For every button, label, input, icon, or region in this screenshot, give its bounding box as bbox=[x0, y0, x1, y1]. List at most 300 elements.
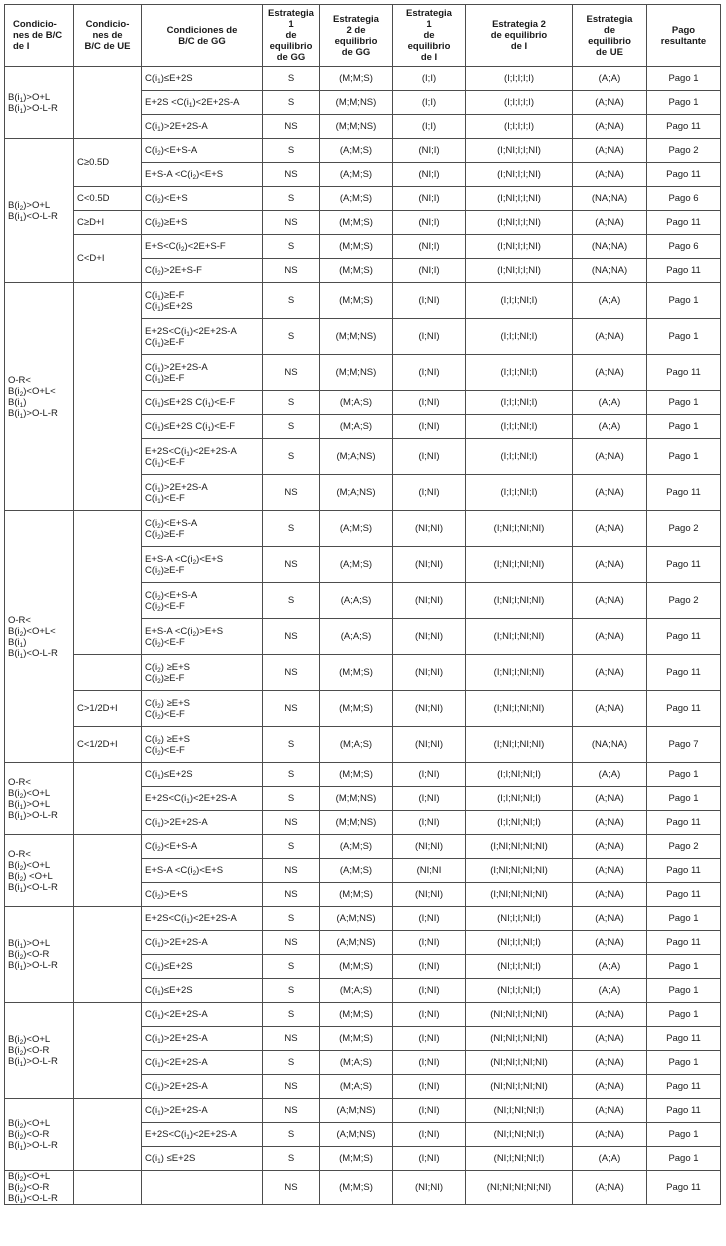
ue-condition-cell: C<0.5D bbox=[74, 187, 142, 211]
gg-strategy-1-cell: S bbox=[263, 835, 320, 859]
i-strategy-1-cell: (NI;NI bbox=[393, 859, 466, 883]
gg-strategy-1-cell: S bbox=[263, 439, 320, 475]
gg-strategy-1-cell: S bbox=[263, 187, 320, 211]
i-strategy-1-cell: (NI;NI) bbox=[393, 691, 466, 727]
payoff-cell: Pago 11 bbox=[647, 163, 721, 187]
ue-strategy-cell: (A;NA) bbox=[573, 139, 647, 163]
i-strategy-2-cell: (I;I;NI;NI;I) bbox=[466, 811, 573, 835]
i-strategy-1-cell: (NI;NI) bbox=[393, 619, 466, 655]
gg-strategy-2-cell: (A;M;S) bbox=[320, 547, 393, 583]
gg-condition-cell bbox=[142, 1171, 263, 1205]
i-strategy-2-cell: (I;I;I;NI;I) bbox=[466, 475, 573, 511]
payoff-cell: Pago 7 bbox=[647, 727, 721, 763]
header-cell: Condicio- nes de B/C de UE bbox=[74, 5, 142, 67]
gg-condition-cell: $C(i_2)\ge E+S$ bbox=[142, 211, 263, 235]
payoff-cell: Pago 11 bbox=[647, 811, 721, 835]
i-strategy-2-cell: (I;NI;I;NI;NI) bbox=[466, 619, 573, 655]
ue-strategy-cell: (A;A) bbox=[573, 1147, 647, 1171]
i-strategy-1-cell: (I;NI) bbox=[393, 415, 466, 439]
gg-strategy-1-cell: S bbox=[263, 1003, 320, 1027]
i-strategy-2-cell: (NI;I;NI;NI;I) bbox=[466, 1099, 573, 1123]
i-strategy-2-cell: (NI;NI;I;NI;NI) bbox=[466, 1051, 573, 1075]
i-strategy-1-cell: (I;NI) bbox=[393, 763, 466, 787]
ue-strategy-cell: (A;NA) bbox=[573, 787, 647, 811]
gg-condition-cell: $C(i_1)>2E+2S-A$ bbox=[142, 1099, 263, 1123]
i-strategy-1-cell: (NI;NI) bbox=[393, 835, 466, 859]
i-strategy-2-cell: (I;I;I;I;I) bbox=[466, 115, 573, 139]
i-strategy-1-cell: (I;NI) bbox=[393, 1123, 466, 1147]
i-strategy-2-cell: (I;I;I;NI;I) bbox=[466, 319, 573, 355]
i-strategy-1-cell: (I;NI) bbox=[393, 475, 466, 511]
ue-strategy-cell: (NA;NA) bbox=[573, 727, 647, 763]
header-cell: Pago resultante bbox=[647, 5, 721, 67]
gg-strategy-1-cell: NS bbox=[263, 811, 320, 835]
gg-strategy-2-cell: (A;M;S) bbox=[320, 139, 393, 163]
gg-strategy-1-cell: S bbox=[263, 583, 320, 619]
gg-condition-cell: $C(i_1)\le E+2S$ $C(i_1)<E-F$ bbox=[142, 391, 263, 415]
gg-strategy-2-cell: (A;M;S) bbox=[320, 835, 393, 859]
gg-condition-cell: $C(i_1)>2E+2S-A$ bbox=[142, 811, 263, 835]
i-strategy-2-cell: (I;I;I;NI;I) bbox=[466, 439, 573, 475]
ue-strategy-cell: (A;NA) bbox=[573, 859, 647, 883]
i-condition-cell: $B(i_1)>O+L$ $B(i_2)<O-R$ $B(i_1)>O-L-R$ bbox=[5, 907, 74, 1003]
payoff-cell: Pago 1 bbox=[647, 319, 721, 355]
i-strategy-2-cell: (I;NI;I;NI;NI) bbox=[466, 511, 573, 547]
ue-strategy-cell: (A;NA) bbox=[573, 1051, 647, 1075]
payoff-cell: Pago 11 bbox=[647, 547, 721, 583]
gg-condition-cell: $C(i_1)\le E+2S$ bbox=[142, 979, 263, 1003]
gg-strategy-1-cell: S bbox=[263, 319, 320, 355]
gg-condition-cell: $C(i_1)\le E+2S$ bbox=[142, 763, 263, 787]
i-condition-cell: O-R< $B(i_2)<O+L$ $B(i_1)>O+L$ $B(i_1)>O-L-R$ bbox=[5, 763, 74, 835]
i-strategy-1-cell: (I;NI) bbox=[393, 1003, 466, 1027]
ue-strategy-cell: (A;A) bbox=[573, 415, 647, 439]
i-strategy-1-cell: (I;NI) bbox=[393, 391, 466, 415]
ue-strategy-cell: (A;NA) bbox=[573, 655, 647, 691]
payoff-cell: Pago 11 bbox=[647, 619, 721, 655]
payoff-cell: Pago 1 bbox=[647, 439, 721, 475]
gg-strategy-1-cell: S bbox=[263, 235, 320, 259]
ue-strategy-cell: (A;A) bbox=[573, 979, 647, 1003]
payoff-cell: Pago 2 bbox=[647, 583, 721, 619]
gg-condition-cell: $C(i_2) \ge E+S$ $C(i_2)\ge E-F$ bbox=[142, 655, 263, 691]
gg-condition-cell: $C(i_1)<2E+2S-A$ bbox=[142, 1003, 263, 1027]
gg-strategy-2-cell: (A;M;S) bbox=[320, 187, 393, 211]
table-row bbox=[5, 835, 721, 859]
gg-condition-cell: $C(i_1)>2E+2S-A$ bbox=[142, 1027, 263, 1051]
payoff-cell: Pago 2 bbox=[647, 511, 721, 547]
gg-strategy-2-cell: (M;M;S) bbox=[320, 1027, 393, 1051]
gg-strategy-1-cell: S bbox=[263, 139, 320, 163]
gg-strategy-2-cell: (M;M;NS) bbox=[320, 811, 393, 835]
ue-strategy-cell: (A;NA) bbox=[573, 1123, 647, 1147]
ue-condition-cell bbox=[74, 1003, 142, 1099]
ue-condition-cell bbox=[74, 67, 142, 139]
i-strategy-1-cell: (I;NI) bbox=[393, 319, 466, 355]
equilibrium-table bbox=[4, 4, 721, 1205]
gg-condition-cell: $E+2S <C(i_1)<2E+2S-A$ bbox=[142, 91, 263, 115]
table-row bbox=[5, 211, 721, 235]
payoff-cell: Pago 11 bbox=[647, 883, 721, 907]
gg-strategy-1-cell: S bbox=[263, 763, 320, 787]
gg-strategy-2-cell: (M;M;S) bbox=[320, 655, 393, 691]
payoff-cell: Pago 1 bbox=[647, 1123, 721, 1147]
i-strategy-1-cell: (I;NI) bbox=[393, 931, 466, 955]
gg-strategy-2-cell: (A;M;S) bbox=[320, 859, 393, 883]
gg-strategy-1-cell: NS bbox=[263, 655, 320, 691]
i-strategy-2-cell: (I;NI;I;NI;NI) bbox=[466, 655, 573, 691]
payoff-cell: Pago 11 bbox=[647, 475, 721, 511]
i-strategy-2-cell: (NI;NI;I;NI;NI) bbox=[466, 1075, 573, 1099]
gg-condition-cell: $C(i_2)>E+S$ bbox=[142, 883, 263, 907]
payoff-cell: Pago 11 bbox=[647, 355, 721, 391]
ue-strategy-cell: (A;NA) bbox=[573, 619, 647, 655]
payoff-cell: Pago 11 bbox=[647, 211, 721, 235]
gg-condition-cell: $C(i_2)<E+S-A$ bbox=[142, 835, 263, 859]
gg-strategy-1-cell: S bbox=[263, 787, 320, 811]
gg-condition-cell: $E+2S<C(i_1)<2E+2S-A$ bbox=[142, 907, 263, 931]
gg-condition-cell: $E+2S<C(i_1)<2E+2S-A$ $C(i_1)\ge E-F$ bbox=[142, 319, 263, 355]
ue-strategy-cell: (A;NA) bbox=[573, 319, 647, 355]
table-body bbox=[5, 67, 721, 1205]
gg-strategy-1-cell: NS bbox=[263, 355, 320, 391]
gg-condition-cell: $C(i_1)>2E+2S-A$ $C(i_1)\ge E-F$ bbox=[142, 355, 263, 391]
ue-strategy-cell: (NA;NA) bbox=[573, 259, 647, 283]
payoff-cell: Pago 11 bbox=[647, 1099, 721, 1123]
ue-condition-cell bbox=[74, 283, 142, 511]
table-row bbox=[5, 907, 721, 931]
payoff-cell: Pago 1 bbox=[647, 91, 721, 115]
gg-strategy-2-cell: (A;M;NS) bbox=[320, 907, 393, 931]
ue-strategy-cell: (A;NA) bbox=[573, 1075, 647, 1099]
i-strategy-2-cell: (I;NI;I;NI;NI) bbox=[466, 547, 573, 583]
i-condition-cell: O-R< $B(i_2)<O+L$ $B(i_2) <O+L$ $B(i_1)<O-L-R$ bbox=[5, 835, 74, 907]
i-strategy-2-cell: (I;NI;NI;NI;NI) bbox=[466, 835, 573, 859]
gg-condition-cell: $C(i_1)>2E+2S-A$ bbox=[142, 931, 263, 955]
gg-strategy-2-cell: (A;M;NS) bbox=[320, 1099, 393, 1123]
gg-strategy-2-cell: (A;A;S) bbox=[320, 583, 393, 619]
gg-strategy-1-cell: S bbox=[263, 1147, 320, 1171]
table-row bbox=[5, 727, 721, 763]
gg-strategy-2-cell: (M;A;NS) bbox=[320, 475, 393, 511]
gg-strategy-1-cell: NS bbox=[263, 211, 320, 235]
i-strategy-1-cell: (NI;NI) bbox=[393, 583, 466, 619]
gg-strategy-1-cell: S bbox=[263, 283, 320, 319]
gg-condition-cell: $C(i_1)<2E+2S-A$ bbox=[142, 1051, 263, 1075]
ue-condition-cell bbox=[74, 655, 142, 691]
i-strategy-2-cell: (NI;I;NI;NI;I) bbox=[466, 1147, 573, 1171]
ue-strategy-cell: (A;NA) bbox=[573, 691, 647, 727]
i-strategy-2-cell: (I;I;I;NI;I) bbox=[466, 283, 573, 319]
i-condition-cell: O-R< $B(i_2)<O+L<$ $B(i_1)$ $B(i_1)<O-L-R$ bbox=[5, 511, 74, 763]
i-strategy-1-cell: (NI;NI) bbox=[393, 883, 466, 907]
i-strategy-2-cell: (I;NI;NI;NI;NI) bbox=[466, 859, 573, 883]
i-strategy-1-cell: (I;NI) bbox=[393, 907, 466, 931]
gg-strategy-1-cell: S bbox=[263, 955, 320, 979]
table-row bbox=[5, 139, 721, 163]
gg-strategy-1-cell: S bbox=[263, 1123, 320, 1147]
i-strategy-1-cell: (I;NI) bbox=[393, 979, 466, 1003]
i-strategy-2-cell: (I;I;I;I;I) bbox=[466, 67, 573, 91]
table-row bbox=[5, 235, 721, 259]
gg-strategy-1-cell: NS bbox=[263, 475, 320, 511]
gg-strategy-2-cell: (M;M;S) bbox=[320, 1003, 393, 1027]
gg-strategy-2-cell: (M;M;NS) bbox=[320, 319, 393, 355]
ue-strategy-cell: (A;NA) bbox=[573, 883, 647, 907]
gg-condition-cell: $E+S<C(i_2)<2E+S-F$ bbox=[142, 235, 263, 259]
payoff-cell: Pago 11 bbox=[647, 655, 721, 691]
header-cell: Condicio- nes de B/C de I bbox=[5, 5, 74, 67]
gg-strategy-2-cell: (A;A;S) bbox=[320, 619, 393, 655]
i-strategy-1-cell: (I;NI) bbox=[393, 355, 466, 391]
gg-condition-cell: $C(i_2)>2E+S-F$ bbox=[142, 259, 263, 283]
gg-strategy-2-cell: (A;M;NS) bbox=[320, 931, 393, 955]
i-strategy-2-cell: (I;I;I;I;I) bbox=[466, 91, 573, 115]
i-strategy-1-cell: (NI;I) bbox=[393, 163, 466, 187]
ue-strategy-cell: (A;A) bbox=[573, 955, 647, 979]
i-strategy-2-cell: (NI;I;NI;NI;I) bbox=[466, 1123, 573, 1147]
ue-strategy-cell: (A;NA) bbox=[573, 583, 647, 619]
gg-strategy-1-cell: S bbox=[263, 511, 320, 547]
ue-condition-cell: C≥D+I bbox=[74, 211, 142, 235]
i-strategy-1-cell: (I;NI) bbox=[393, 1051, 466, 1075]
page bbox=[4, 4, 721, 1205]
gg-condition-cell: $E+2S<C(i_1)<2E+2S-A$ bbox=[142, 1123, 263, 1147]
gg-strategy-1-cell: S bbox=[263, 415, 320, 439]
ue-strategy-cell: (A;NA) bbox=[573, 811, 647, 835]
ue-condition-cell: C<D+I bbox=[74, 235, 142, 283]
gg-strategy-1-cell: S bbox=[263, 67, 320, 91]
payoff-cell: Pago 2 bbox=[647, 835, 721, 859]
ue-strategy-cell: (A;NA) bbox=[573, 511, 647, 547]
header-cell: Estrategia de equilibrio de UE bbox=[573, 5, 647, 67]
payoff-cell: Pago 6 bbox=[647, 235, 721, 259]
gg-strategy-2-cell: (M;A;S) bbox=[320, 1051, 393, 1075]
gg-condition-cell: $C(i_1)\ge E-F$ $C(i_1)\le E+2S$ bbox=[142, 283, 263, 319]
gg-strategy-1-cell: NS bbox=[263, 619, 320, 655]
i-strategy-1-cell: (NI;NI) bbox=[393, 727, 466, 763]
gg-strategy-1-cell: S bbox=[263, 979, 320, 1003]
i-strategy-1-cell: (I;I) bbox=[393, 67, 466, 91]
gg-strategy-1-cell: NS bbox=[263, 931, 320, 955]
payoff-cell: Pago 1 bbox=[647, 67, 721, 91]
table-row bbox=[5, 655, 721, 691]
header-cell: Estrategia 1 de equilibrio de GG bbox=[263, 5, 320, 67]
i-strategy-1-cell: (I;NI) bbox=[393, 1147, 466, 1171]
ue-strategy-cell: (A;NA) bbox=[573, 163, 647, 187]
gg-condition-cell: $C(i_1)\le E+2S$ $C(i_1)<E-F$ bbox=[142, 415, 263, 439]
gg-condition-cell: $E+2S<C(i_1)<2E+2S-A$ $C(i_1)<E-F$ bbox=[142, 439, 263, 475]
ue-strategy-cell: (A;NA) bbox=[573, 475, 647, 511]
i-strategy-1-cell: (NI;I) bbox=[393, 139, 466, 163]
i-strategy-1-cell: (I;NI) bbox=[393, 955, 466, 979]
i-strategy-2-cell: (I;NI;I;NI;NI) bbox=[466, 691, 573, 727]
i-strategy-1-cell: (NI;NI) bbox=[393, 547, 466, 583]
gg-strategy-2-cell: (M;M;NS) bbox=[320, 115, 393, 139]
ue-strategy-cell: (NA;NA) bbox=[573, 187, 647, 211]
gg-strategy-2-cell: (M;M;S) bbox=[320, 883, 393, 907]
ue-condition-cell: C>1/2D+I bbox=[74, 691, 142, 727]
i-condition-cell: $B(i_2)<O+L$ $B(i_2)<O-R$ $B(i_1)>O-L-R$ bbox=[5, 1099, 74, 1171]
table-row bbox=[5, 691, 721, 727]
header-cell: Condiciones de B/C de GG bbox=[142, 5, 263, 67]
gg-strategy-1-cell: S bbox=[263, 1051, 320, 1075]
payoff-cell: Pago 11 bbox=[647, 1027, 721, 1051]
gg-strategy-1-cell: NS bbox=[263, 115, 320, 139]
gg-strategy-2-cell: (A;M;S) bbox=[320, 511, 393, 547]
i-strategy-1-cell: (I;I) bbox=[393, 91, 466, 115]
i-strategy-1-cell: (NI;I) bbox=[393, 187, 466, 211]
i-strategy-2-cell: (I;I;I;NI;I) bbox=[466, 415, 573, 439]
gg-strategy-2-cell: (M;A;NS) bbox=[320, 439, 393, 475]
payoff-cell: Pago 6 bbox=[647, 187, 721, 211]
ue-strategy-cell: (A;NA) bbox=[573, 835, 647, 859]
payoff-cell: Pago 1 bbox=[647, 979, 721, 1003]
i-strategy-2-cell: (I;NI;NI;NI;NI) bbox=[466, 883, 573, 907]
gg-strategy-2-cell: (M;M;S) bbox=[320, 763, 393, 787]
payoff-cell: Pago 1 bbox=[647, 1147, 721, 1171]
gg-condition-cell: $C(i_2)<E+S-A$ $C(i_2)\ge E-F$ bbox=[142, 511, 263, 547]
gg-condition-cell: $C(i_1)\le E+2S$ bbox=[142, 955, 263, 979]
ue-strategy-cell: (A;NA) bbox=[573, 907, 647, 931]
ue-strategy-cell: (A;NA) bbox=[573, 1003, 647, 1027]
gg-strategy-1-cell: NS bbox=[263, 1171, 320, 1205]
gg-strategy-2-cell: (M;A;S) bbox=[320, 415, 393, 439]
i-strategy-1-cell: (NI;I) bbox=[393, 259, 466, 283]
payoff-cell: Pago 11 bbox=[647, 859, 721, 883]
payoff-cell: Pago 11 bbox=[647, 1075, 721, 1099]
gg-strategy-1-cell: NS bbox=[263, 859, 320, 883]
ue-condition-cell bbox=[74, 835, 142, 907]
gg-strategy-2-cell: (M;M;S) bbox=[320, 259, 393, 283]
payoff-cell: Pago 2 bbox=[647, 139, 721, 163]
gg-strategy-2-cell: (A;M;S) bbox=[320, 163, 393, 187]
gg-strategy-2-cell: (M;M;S) bbox=[320, 1147, 393, 1171]
gg-strategy-1-cell: S bbox=[263, 907, 320, 931]
i-strategy-1-cell: (I;NI) bbox=[393, 283, 466, 319]
gg-condition-cell: $C(i_1)>2E+2S-A$ bbox=[142, 1075, 263, 1099]
gg-strategy-2-cell: (M;M;NS) bbox=[320, 787, 393, 811]
header-cell: Estrategia 1 de equilibrio de I bbox=[393, 5, 466, 67]
i-strategy-2-cell: (NI;I;I;NI;I) bbox=[466, 931, 573, 955]
gg-strategy-2-cell: (M;M;S) bbox=[320, 283, 393, 319]
gg-strategy-1-cell: S bbox=[263, 727, 320, 763]
i-strategy-2-cell: (I;I;I;NI;I) bbox=[466, 355, 573, 391]
i-strategy-1-cell: (I;NI) bbox=[393, 1099, 466, 1123]
payoff-cell: Pago 11 bbox=[647, 691, 721, 727]
i-strategy-1-cell: (NI;NI) bbox=[393, 511, 466, 547]
payoff-cell: Pago 1 bbox=[647, 955, 721, 979]
ue-strategy-cell: (A;A) bbox=[573, 763, 647, 787]
i-strategy-2-cell: (NI;I;I;NI;I) bbox=[466, 955, 573, 979]
table-row bbox=[5, 1171, 721, 1205]
table-row bbox=[5, 1099, 721, 1123]
gg-strategy-2-cell: (M;M;S) bbox=[320, 67, 393, 91]
i-strategy-1-cell: (I;NI) bbox=[393, 1027, 466, 1051]
i-condition-cell: $B(i_1)>O+L$ $B(i_1)>O-L-R$ bbox=[5, 67, 74, 139]
payoff-cell: Pago 1 bbox=[647, 415, 721, 439]
ue-condition-cell bbox=[74, 763, 142, 835]
i-strategy-1-cell: (I;NI) bbox=[393, 1075, 466, 1099]
i-condition-cell: $B(i_2)<O+L$ $B(i_2)<O-R$ $B(i_1)>O-L-R$ bbox=[5, 1003, 74, 1099]
ue-strategy-cell: (A;A) bbox=[573, 67, 647, 91]
ue-strategy-cell: (A;NA) bbox=[573, 91, 647, 115]
i-strategy-2-cell: (NI;NI;I;NI;NI) bbox=[466, 1003, 573, 1027]
gg-condition-cell: $E+S-A <C(i_2)<E+S$ bbox=[142, 859, 263, 883]
gg-strategy-2-cell: (M;A;S) bbox=[320, 727, 393, 763]
gg-strategy-2-cell: (M;A;S) bbox=[320, 979, 393, 1003]
ue-condition-cell: C<1/2D+I bbox=[74, 727, 142, 763]
i-strategy-2-cell: (I;NI;I;I;NI) bbox=[466, 139, 573, 163]
table-row bbox=[5, 283, 721, 319]
table-row bbox=[5, 67, 721, 91]
header-cell: Estrategia 2 de equilibrio de GG bbox=[320, 5, 393, 67]
gg-strategy-2-cell: (M;A;S) bbox=[320, 1075, 393, 1099]
ue-strategy-cell: (A;A) bbox=[573, 391, 647, 415]
payoff-cell: Pago 1 bbox=[647, 787, 721, 811]
gg-strategy-2-cell: (A;M;NS) bbox=[320, 1123, 393, 1147]
payoff-cell: Pago 11 bbox=[647, 931, 721, 955]
gg-strategy-1-cell: NS bbox=[263, 259, 320, 283]
i-strategy-2-cell: (I;NI;I;I;NI) bbox=[466, 211, 573, 235]
i-strategy-2-cell: (I;I;I;NI;I) bbox=[466, 391, 573, 415]
gg-condition-cell: $C(i_1)>2E+2S-A$ bbox=[142, 115, 263, 139]
i-strategy-1-cell: (NI;I) bbox=[393, 235, 466, 259]
gg-condition-cell: $C(i_1) \le E+2S$ bbox=[142, 1147, 263, 1171]
gg-strategy-1-cell: S bbox=[263, 391, 320, 415]
i-strategy-2-cell: (I;NI;I;NI;NI) bbox=[466, 727, 573, 763]
ue-strategy-cell: (A;NA) bbox=[573, 547, 647, 583]
payoff-cell: Pago 1 bbox=[647, 391, 721, 415]
table-row bbox=[5, 511, 721, 547]
gg-strategy-2-cell: (M;M;NS) bbox=[320, 355, 393, 391]
gg-strategy-1-cell: NS bbox=[263, 691, 320, 727]
ue-strategy-cell: (A;NA) bbox=[573, 1099, 647, 1123]
ue-strategy-cell: (A;NA) bbox=[573, 355, 647, 391]
payoff-cell: Pago 11 bbox=[647, 115, 721, 139]
payoff-cell: Pago 1 bbox=[647, 283, 721, 319]
gg-strategy-2-cell: (M;M;S) bbox=[320, 211, 393, 235]
gg-strategy-2-cell: (M;M;S) bbox=[320, 691, 393, 727]
i-condition-cell: $B(i_2)>O+L$ $B(i_1)<O-L-R$ bbox=[5, 139, 74, 283]
gg-strategy-1-cell: NS bbox=[263, 547, 320, 583]
ue-strategy-cell: (A;NA) bbox=[573, 931, 647, 955]
gg-strategy-1-cell: NS bbox=[263, 883, 320, 907]
table-row bbox=[5, 187, 721, 211]
gg-strategy-1-cell: S bbox=[263, 91, 320, 115]
gg-strategy-2-cell: (M;A;S) bbox=[320, 391, 393, 415]
i-condition-cell: O-R< $B(i_2)<O+L<$ $B(i_1)$ $B(i_1)>O-L-R$ bbox=[5, 283, 74, 511]
gg-strategy-2-cell: (M;M;S) bbox=[320, 1171, 393, 1205]
gg-condition-cell: $C(i_2) \ge E+S$ $C(i_2)<E-F$ bbox=[142, 691, 263, 727]
i-strategy-2-cell: (I;NI;I;I;NI) bbox=[466, 163, 573, 187]
table-row bbox=[5, 1003, 721, 1027]
i-strategy-1-cell: (I;NI) bbox=[393, 811, 466, 835]
gg-strategy-1-cell: NS bbox=[263, 1099, 320, 1123]
gg-condition-cell: $C(i_2) \ge E+S$ $C(i_2)<E-F$ bbox=[142, 727, 263, 763]
ue-condition-cell bbox=[74, 907, 142, 1003]
gg-condition-cell: $C(i_2)<E+S-A$ bbox=[142, 139, 263, 163]
i-strategy-2-cell: (NI;NI;NI;NI;NI) bbox=[466, 1171, 573, 1205]
payoff-cell: Pago 1 bbox=[647, 1051, 721, 1075]
ue-condition-cell: C≥0.5D bbox=[74, 139, 142, 187]
ue-strategy-cell: (A;NA) bbox=[573, 439, 647, 475]
i-strategy-2-cell: (I;NI;I;I;NI) bbox=[466, 235, 573, 259]
payoff-cell: Pago 11 bbox=[647, 1171, 721, 1205]
i-strategy-1-cell: (I;NI) bbox=[393, 439, 466, 475]
gg-condition-cell: $C(i_1)\le E+2S$ bbox=[142, 67, 263, 91]
i-strategy-2-cell: (NI;NI;I;NI;NI) bbox=[466, 1027, 573, 1051]
